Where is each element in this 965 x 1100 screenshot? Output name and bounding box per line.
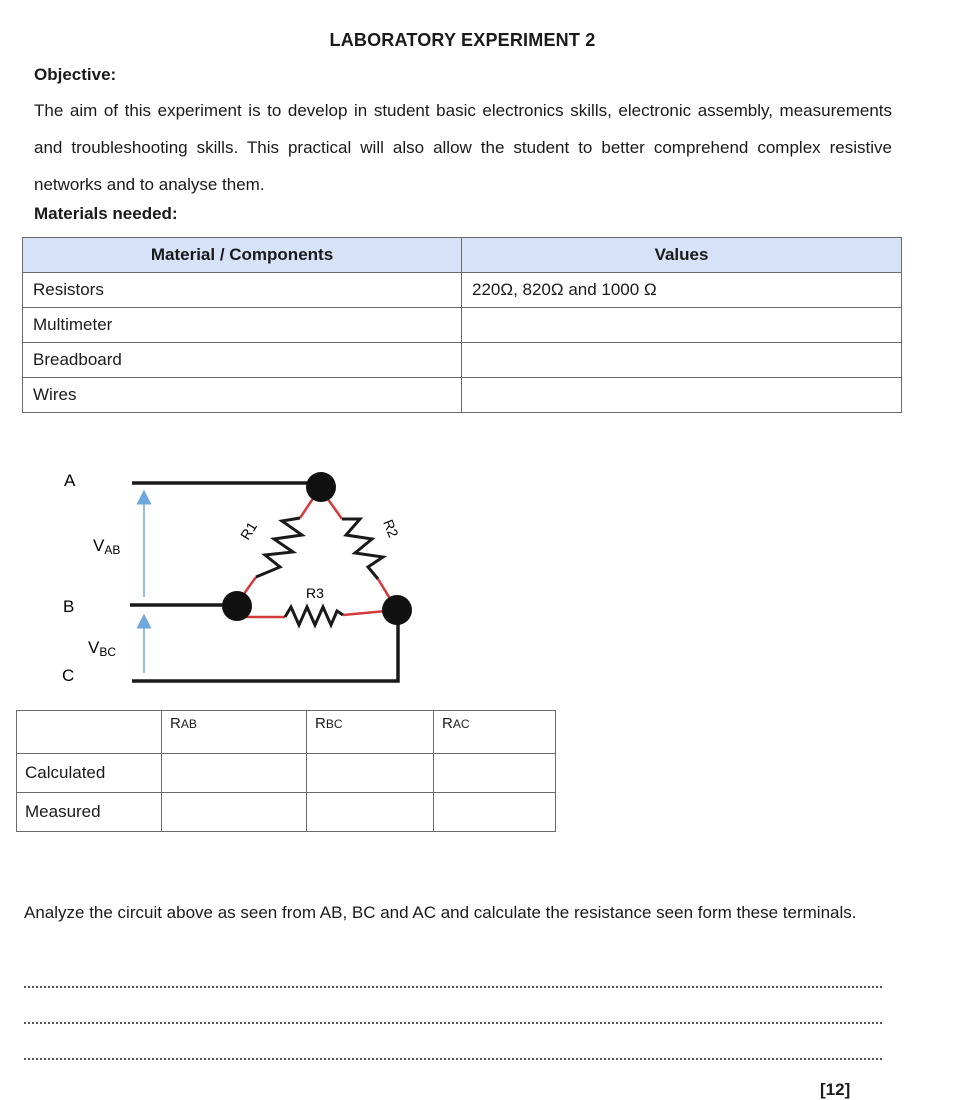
- results-col-rbc: [307, 711, 434, 754]
- table-row: [23, 343, 902, 378]
- r2-label: R2: [380, 517, 402, 540]
- table-row: [23, 273, 902, 308]
- r3-zigzag: [285, 607, 343, 625]
- results-cell[interactable]: [162, 793, 307, 832]
- node-b: [222, 591, 252, 621]
- materials-table-header: [23, 238, 902, 273]
- results-cell[interactable]: [307, 793, 434, 832]
- terminal-a-label: A: [64, 471, 76, 490]
- results-cell[interactable]: [307, 754, 434, 793]
- rbc-main: R: [315, 715, 326, 732]
- results-table: [16, 710, 556, 832]
- results-header-row: [17, 711, 556, 754]
- node-c: [382, 595, 412, 625]
- results-col-rac: [434, 711, 556, 754]
- material-item: Breadboard: [23, 343, 462, 378]
- rac-sub: AC: [452, 717, 470, 731]
- vbc-sub: BC: [99, 645, 117, 659]
- rbc-sub: BC: [325, 717, 343, 731]
- results-col-rab: [162, 711, 307, 754]
- table-row: [23, 378, 902, 413]
- materials-table: [22, 237, 902, 413]
- material-value: [462, 343, 902, 378]
- r1-label: R1: [236, 518, 261, 543]
- table-row: [17, 754, 556, 793]
- marks-label: [12]: [820, 1080, 851, 1099]
- answer-line[interactable]: [24, 986, 882, 988]
- results-row-label: Calculated: [17, 754, 162, 793]
- table-row: [23, 308, 902, 343]
- material-value: [462, 378, 902, 413]
- objective-text: The aim of this experiment is to develop in student basic electronics skills, electronic assembly, measurements and troubleshooting skills. This practical will also allow the student to better comprehend complex resistive networks and to analyse them.: [34, 101, 892, 194]
- question-text: Analyze the circuit above as seen from AB, BC and AC and calculate the resistance seen form these terminals.: [24, 903, 857, 922]
- rab-sub: AB: [180, 717, 197, 731]
- answer-line[interactable]: [24, 1058, 882, 1060]
- materials-col-component: Material / Components: [23, 238, 462, 273]
- rab-main: R: [170, 715, 181, 732]
- terminal-b-label: B: [63, 597, 75, 616]
- materials-col-values: Values: [462, 238, 902, 273]
- material-item: Wires: [23, 378, 462, 413]
- answer-line[interactable]: [24, 1022, 882, 1024]
- results-cell[interactable]: [434, 793, 556, 832]
- r3-label: R3: [306, 585, 324, 601]
- results-row-label: Measured: [17, 793, 162, 832]
- materials-heading: Materials needed:: [34, 204, 178, 223]
- results-cell[interactable]: [434, 754, 556, 793]
- r1-zigzag: [256, 518, 302, 577]
- terminal-c-label: C: [62, 666, 75, 685]
- vab-main: V: [93, 536, 105, 555]
- vab-label: [93, 536, 120, 557]
- material-item: Multimeter: [23, 308, 462, 343]
- node-a: [306, 472, 336, 502]
- material-value: 220Ω, 820Ω and 1000 Ω: [462, 273, 902, 308]
- vbc-label: [88, 638, 116, 659]
- objective-heading: Objective:: [34, 65, 117, 84]
- results-corner-cell: [17, 711, 162, 754]
- circuit-diagram: [0, 455, 470, 695]
- page-title: LABORATORY EXPERIMENT 2: [329, 30, 596, 50]
- r2-zigzag: [342, 519, 383, 579]
- rac-main: R: [442, 715, 453, 732]
- table-row: [17, 793, 556, 832]
- vbc-main: V: [88, 638, 100, 657]
- results-cell[interactable]: [162, 754, 307, 793]
- material-value: [462, 308, 902, 343]
- material-item: Resistors: [23, 273, 462, 308]
- vab-sub: AB: [104, 543, 121, 557]
- wire-c: [132, 610, 398, 681]
